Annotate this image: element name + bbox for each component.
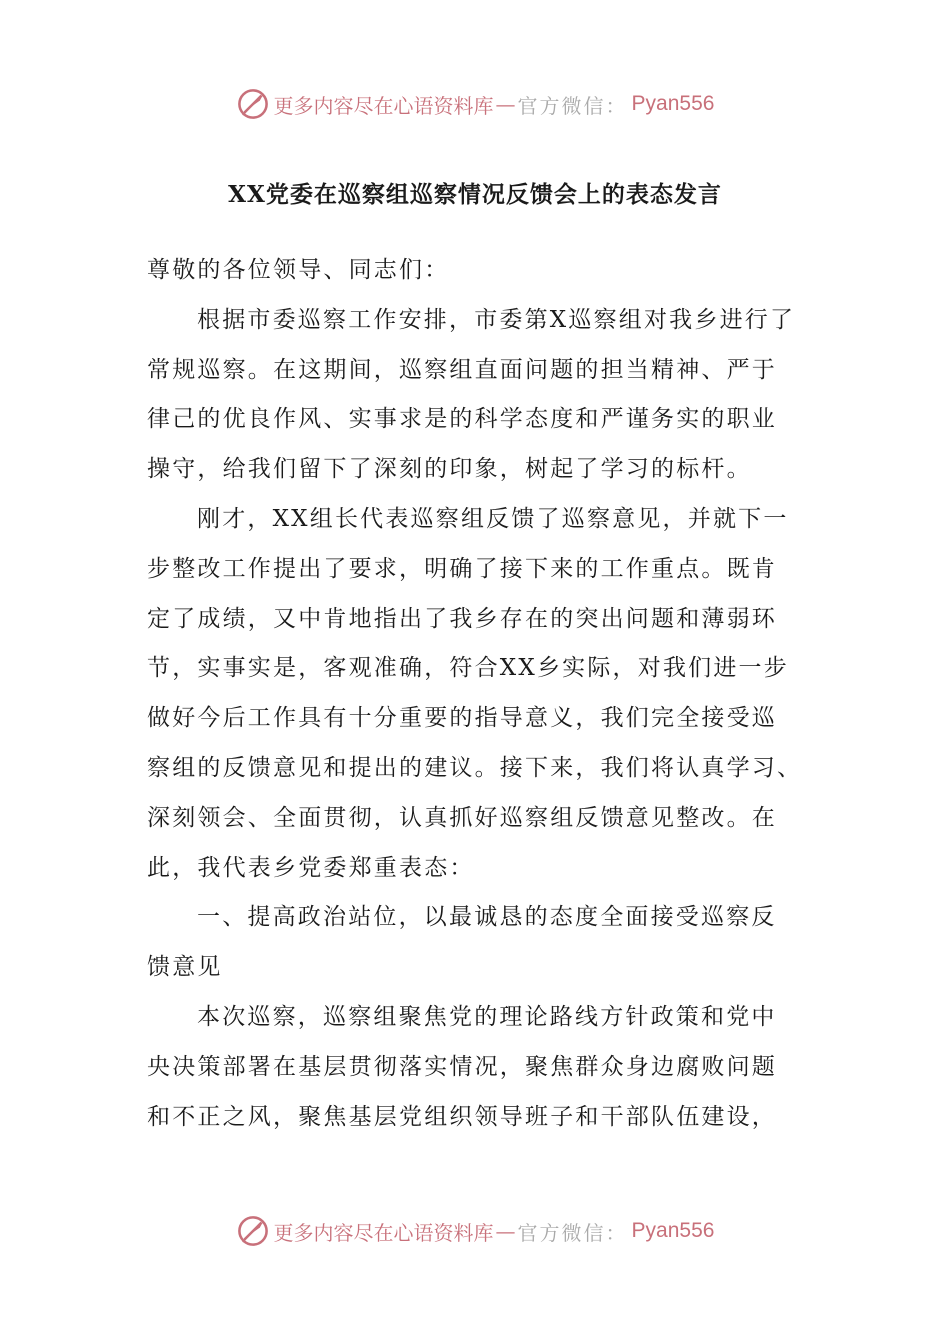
text-line: 和不正之风，聚焦基层党组织领导班子和干部队伍建设， <box>147 1103 777 1130</box>
watermark-text: 更多内容尽在心语资料库 <box>273 93 494 118</box>
header-watermark <box>0 84 950 124</box>
watermark-dash: — <box>495 92 516 116</box>
text-line: 常规巡察。在这期间，巡察组直面问题的担当精神、严于 <box>147 356 777 383</box>
footer-watermark <box>0 1211 950 1251</box>
watermark-official-label: 官方微信： <box>517 1220 628 1245</box>
watermark-dash: — <box>495 1219 516 1243</box>
text-line: 本次巡察，巡察组聚焦党的理论路线方针政策和党中 <box>197 1003 777 1030</box>
text-line: 做好今后工作具有十分重要的指导意义，我们完全接受巡 <box>147 705 777 732</box>
watermark-wechat-id: Pyan556 <box>631 92 715 115</box>
text-line: 尊敬的各位领导、同志们： <box>147 257 450 283</box>
text-line: 深刻领会、全面贯彻，认真抓好巡察组反馈意见整改。在 <box>147 804 777 831</box>
text-line: 央决策部署在基层贯彻落实情况，聚焦群众身边腐败问题 <box>147 1053 777 1080</box>
text-line: 节，实事实是，客观准确，符合XX乡实际，对我们进一步 <box>147 655 789 682</box>
text-line: 操守，给我们留下了深刻的印象，树起了学习的标杆。 <box>147 456 752 483</box>
text-line: 律己的优良作风、实事求是的科学态度和严谨务实的职业 <box>147 406 777 433</box>
quill-logo-icon <box>236 87 270 121</box>
section-heading: 一、提高政治站位，以最诚恳的态度全面接受巡察反 <box>197 904 777 931</box>
text-line: 刚才，XX组长代表巡察组反馈了巡察意见，并就下一 <box>197 505 789 532</box>
text-line: 察组的反馈意见和提出的建议。接下来，我们将认真学习、 <box>147 754 803 781</box>
watermark-text: 更多内容尽在心语资料库 <box>273 1220 494 1245</box>
document-body <box>147 246 807 1142</box>
text-line: 此，我代表乡党委郑重表态： <box>147 854 475 881</box>
quill-logo-icon <box>236 1214 270 1248</box>
section-heading-continued: 馈意见 <box>147 954 223 981</box>
document-title: XX党委在巡察组巡察情况反馈会上的表态发言 <box>228 181 722 208</box>
watermark-wechat-id: Pyan556 <box>631 1219 715 1242</box>
watermark-official-label: 官方微信： <box>517 93 628 118</box>
text-line: 定了成绩，又中肯地指出了我乡存在的突出问题和薄弱环 <box>147 605 777 632</box>
text-line: 步整改工作提出了要求，明确了接下来的工作重点。既肯 <box>147 555 777 582</box>
text-line: 根据市委巡察工作安排，市委第X巡察组对我乡进行了 <box>197 306 796 333</box>
